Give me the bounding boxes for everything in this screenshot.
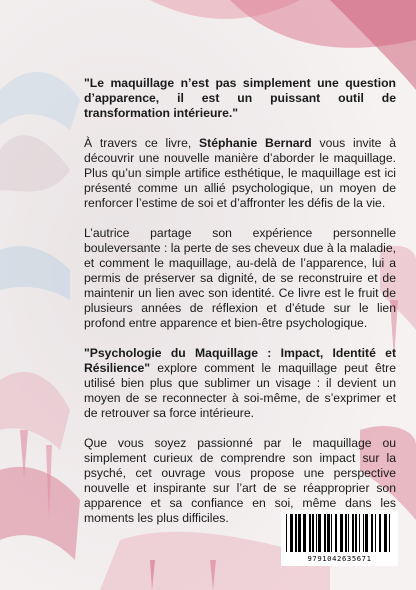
intro-rest: vous invite à découvrir une nouvelle manière d’aborder le maquillage. Plus qu’un simple artifice esthétique, le maquillage est ici présenté comme un allié psychologique, un moyen de renforcer l’estime de soi et d’affronter les défis de la vie. xyxy=(84,136,396,210)
barcode-bar xyxy=(355,514,357,552)
intro-lead: À travers ce livre, xyxy=(84,136,200,150)
author-story-paragraph: L’autrice partage son expérience personnelle bouleversante : la perte de ses cheveux due à la maladie, et comment le maquillage, au-delà de l’apparence, lui a permis de préserver sa dignité, de se reconstruire et de maintenir un lien avec son identité. Ce livre est le fruit de plusieurs années de réflexion et d’étude sur le lien profond entre apparence et bien-être psychologique. xyxy=(84,226,396,330)
barcode-bar xyxy=(298,514,301,552)
barcode-bar xyxy=(331,514,332,552)
barcode-bar xyxy=(365,514,368,552)
barcode-bar xyxy=(348,514,349,552)
isbn-barcode xyxy=(281,510,398,566)
barcode-bar xyxy=(303,514,306,552)
opening-quote: "Le maquillage n’est pas simplement une question d’apparence, il est un puissant outil de transformation intérieure." xyxy=(84,76,396,120)
barcode-bar xyxy=(371,514,373,552)
barcode-bar xyxy=(389,514,390,552)
barcode-bar xyxy=(290,514,293,552)
barcode-bar xyxy=(286,514,287,552)
barcode-bar xyxy=(327,514,330,552)
barcode-bars xyxy=(285,514,394,552)
book-summary-rest: explore comment le maquillage peut être utilisé bien plus que sublimer un visage : il devient un moyen de se reconnecter à soi-même, de s’exprimer et de retrouver sa force intérieure. xyxy=(84,361,396,420)
barcode-bar xyxy=(295,514,297,552)
barcode-bar xyxy=(309,514,311,552)
author-name: Stéphanie Bernard xyxy=(199,136,312,150)
intro-paragraph xyxy=(84,136,396,211)
barcode-bar xyxy=(375,514,376,552)
book-summary-paragraph xyxy=(84,346,396,421)
book-title: "Psychologie du Maquillage : Impact, Identité et Résilience" xyxy=(84,346,396,375)
barcode-bar xyxy=(359,514,360,552)
barcode-bar xyxy=(352,514,354,552)
closing-paragraph: Que vous soyez passionné par le maquillage ou simplement curieux de comprendre son impact sur la psyché, cet ouvrage vous propose une perspective nouvelle et inspirante sur l’art de se réapproprier son apparence et sa confiance en soi, même dans les moments les plus difficiles. xyxy=(84,436,396,525)
back-cover-text xyxy=(84,76,396,541)
isbn-number: 9791042635671 xyxy=(307,554,372,563)
barcode-bar xyxy=(312,514,314,552)
barcode-bar xyxy=(384,514,387,552)
barcode-bar xyxy=(335,514,337,552)
barcode-bar xyxy=(345,514,347,552)
barcode-bar xyxy=(379,514,381,552)
barcode-bar xyxy=(324,514,326,552)
barcode-bar xyxy=(318,514,321,552)
barcode-bar xyxy=(316,514,317,552)
barcode-bar xyxy=(363,514,364,552)
barcode-bar xyxy=(340,514,343,552)
